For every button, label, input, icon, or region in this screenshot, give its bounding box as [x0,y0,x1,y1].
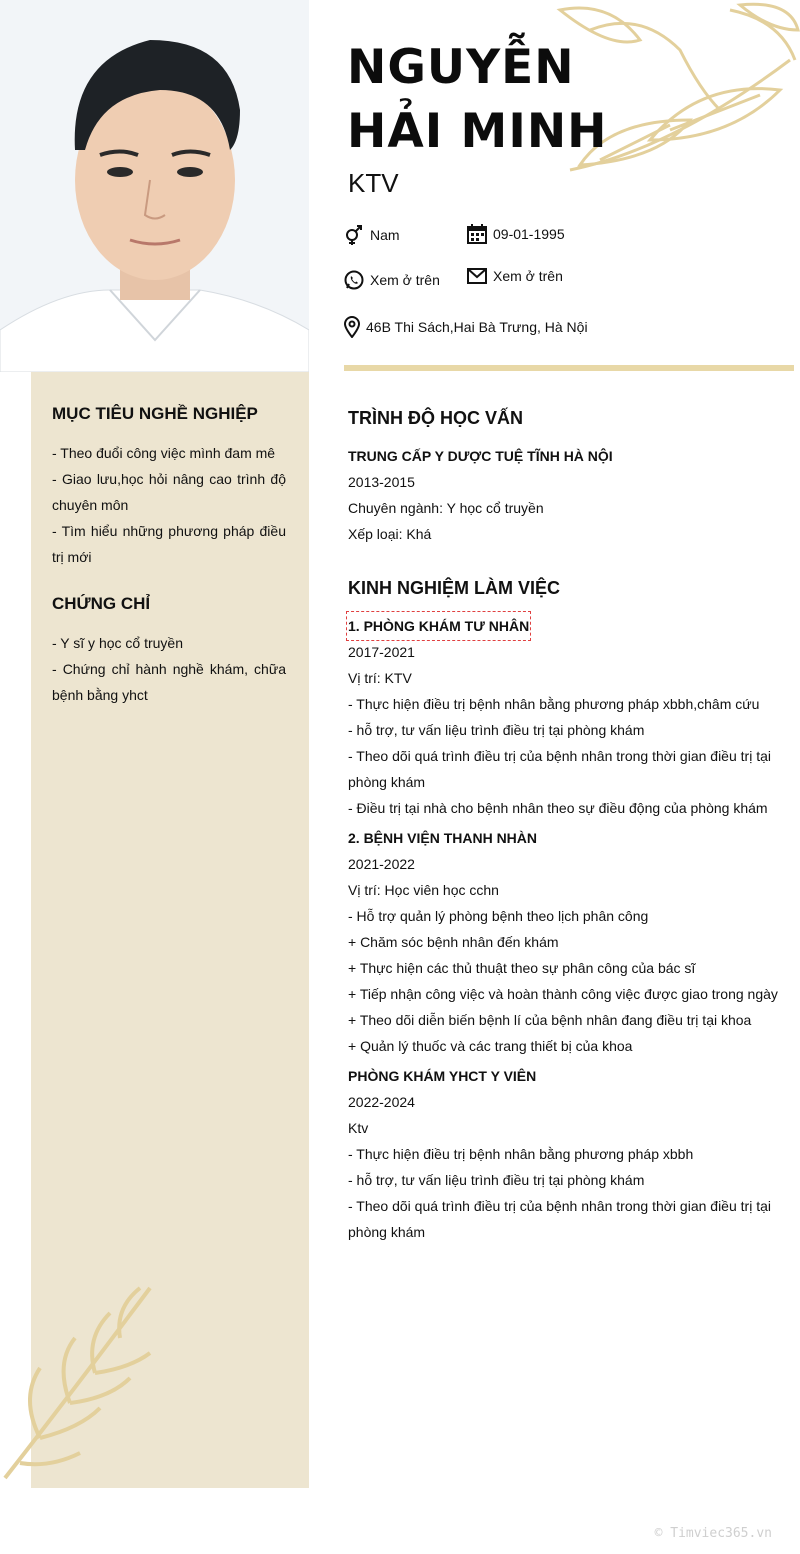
watermark: © Timviec365.vn [654,1526,772,1541]
address-info [344,316,588,338]
education-section [348,408,780,547]
job-years: 2017-2021 [348,644,415,660]
certificate-item: - Y sĩ y học cổ truyền [52,635,183,651]
email-value: Xem ở trên [493,268,563,284]
phone-info [344,270,440,290]
job-duty: + Theo dõi diễn biến bệnh lí của bệnh nhân đang điều trị tại khoa [348,1012,752,1028]
job-org: 1. PHÒNG KHÁM TƯ NHÂN [348,613,529,639]
leaf-decoration-bottom [0,1278,160,1488]
job-duty: + Tiếp nhận công việc và hoàn thành công việc được giao trong ngày [348,986,778,1002]
job-duty: - hỗ trợ, tư vấn liệu trình điều trị tại phòng khám [348,1172,645,1188]
profile-photo [0,0,309,372]
job-title: KTV [348,168,399,198]
header-divider [344,365,794,371]
job-duty: - Hỗ trợ quản lý phòng bệnh theo lịch phân công [348,908,649,924]
objective-section [52,404,286,570]
objective-item: - Tìm hiểu những phương pháp điều trị mới [52,523,286,565]
job-duty: - hỗ trợ, tư vấn liệu trình điều trị tại phòng khám [348,722,645,738]
objective-item: - Theo đuổi công việc mình đam mê [52,445,276,461]
gender-value: Nam [370,227,400,243]
email-info [467,268,563,284]
job-entry [348,1063,780,1245]
gender-icon [344,224,364,246]
education-years: 2013-2015 [348,474,415,490]
job-duty: - Theo dõi quá trình điều trị của bệnh nhân trong thời gian điều trị tại phòng khám [348,1198,771,1240]
job-org: PHÒNG KHÁM YHCT Y VIÊN [348,1068,537,1084]
calendar-icon [467,224,487,244]
school-name: TRUNG CẤP Y DƯỢC TUỆ TĨNH HÀ NỘI [348,448,613,464]
job-entry [348,825,780,1059]
education-title: TRÌNH ĐỘ HỌC VẤN [348,408,523,428]
job-position: Ktv [348,1120,369,1136]
phone-value: Xem ở trên [370,272,440,288]
certificates-section [52,594,286,708]
mail-icon [467,268,487,284]
objective-title: MỤC TIÊU NGHỀ NGHIỆP [52,404,258,423]
education-major: Chuyên ngành: Y học cổ truyền [348,500,544,516]
job-years: 2021-2022 [348,856,415,872]
location-pin-icon [344,316,360,338]
job-years: 2022-2024 [348,1094,415,1110]
candidate-name: NGUYỄN HẢI MINH [347,40,608,159]
job-position: Vị trí: KTV [348,670,412,686]
whatsapp-icon [344,270,364,290]
job-duty: + Thực hiện các thủ thuật theo sự phân công của bác sĩ [348,960,696,976]
birthdate-value: 09-01-1995 [493,226,565,242]
job-duty: - Thực hiện điều trị bệnh nhân bằng phương pháp xbbh,châm cứu [348,696,760,712]
experience-section [348,578,780,1245]
job-entry [348,613,780,821]
job-org: 2. BỆNH VIỆN THANH NHÀN [348,830,538,846]
education-grade: Xếp loại: Khá [348,526,432,542]
job-duty: - Theo dõi quá trình điều trị của bệnh nhân trong thời gian điều trị tại phòng khám [348,748,771,790]
birthdate-info [467,224,565,244]
gender-info [344,224,400,246]
job-position: Vị trí: Học viên học cchn [348,882,499,898]
certificates-title: CHỨNG CHỈ [52,594,151,613]
experience-title: KINH NGHIỆM LÀM VIỆC [348,578,561,598]
job-duty: - Thực hiện điều trị bệnh nhân bằng phương pháp xbbh [348,1146,694,1162]
job-duty: - Điều trị tại nhà cho bệnh nhân theo sự điều động của phòng khám [348,800,768,816]
certificate-item: - Chứng chỉ hành nghề khám, chữa bệnh bằng yhct [52,661,286,703]
address-value: 46B Thi Sách,Hai Bà Trưng, Hà Nội [366,319,588,335]
objective-item: - Giao lưu,học hỏi nâng cao trình độ chuyên môn [52,471,286,513]
job-duty: + Quản lý thuốc và các trang thiết bị của khoa [348,1038,633,1054]
job-duty: + Chăm sóc bệnh nhân đến khám [348,934,559,950]
